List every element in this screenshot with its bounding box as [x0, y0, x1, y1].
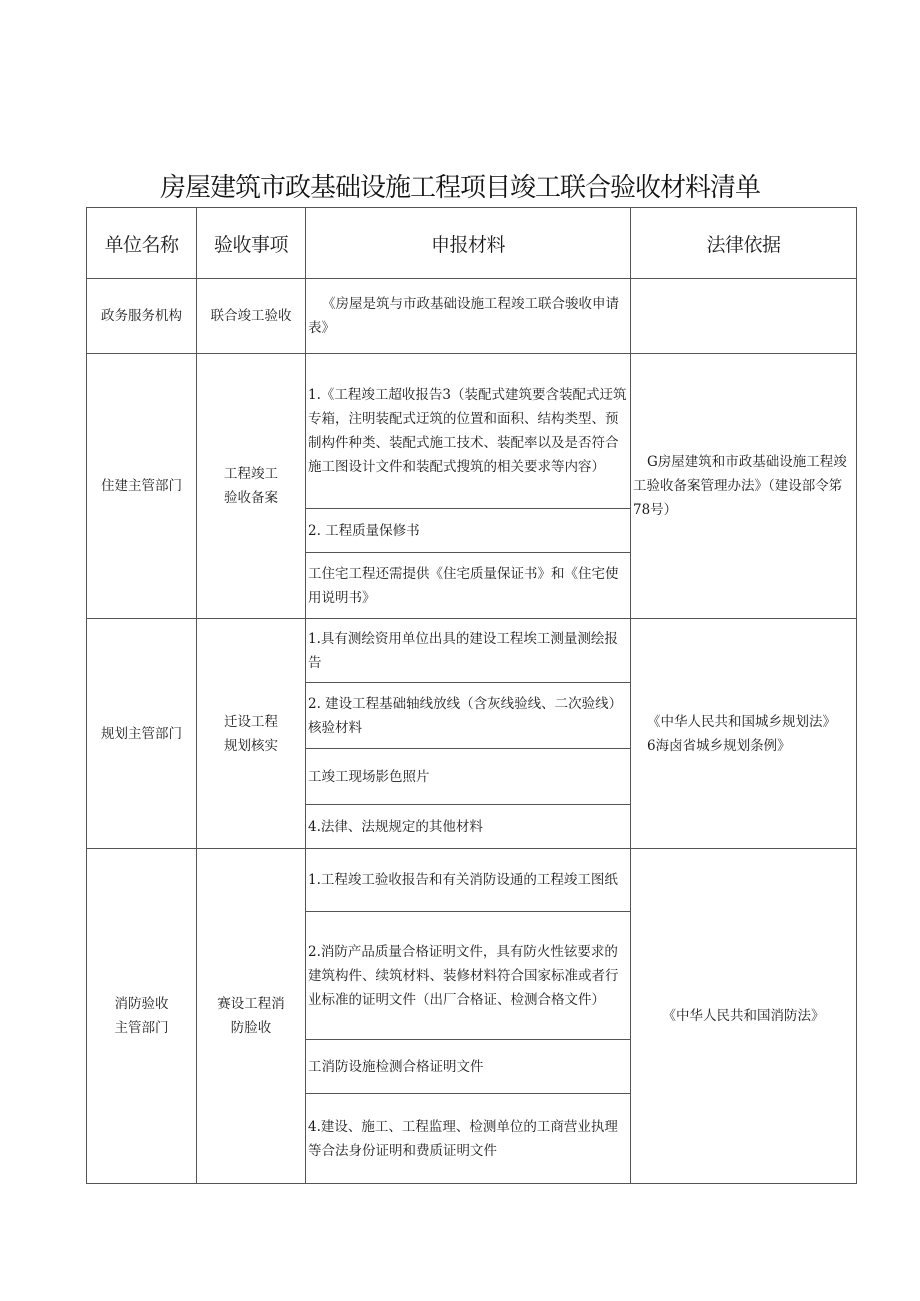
material-cell: 2.消防产品质量合格证明文件，具有防火性铉要求的建筑构件、续筑材料、装修材料符合国家标准或者行业标准的证明文件（出厂合格证、检测合格文件） — [306, 912, 631, 1040]
table-header-row — [87, 208, 857, 279]
item-line: 防脸收 — [230, 1020, 272, 1036]
law-cell: 《中华人民共和国消防法》 — [631, 849, 857, 1184]
item-line: 赛设工程消 — [217, 996, 285, 1012]
item-line: 验收备案 — [224, 490, 278, 506]
header-materials: 申报材料 — [306, 208, 631, 279]
table-row — [87, 619, 857, 683]
material-cell: 工竣工现场影色照片 — [306, 749, 631, 805]
law-text: G房屋建筑和市政基础设施工程竣工验收备案管理办法》（建设部令笫78号） — [633, 454, 847, 518]
item-cell — [197, 849, 306, 1184]
header-law: 法律依据 — [631, 208, 857, 279]
material-cell: 工消防设施检测合格证明文件 — [306, 1040, 631, 1094]
header-item: 验收事项 — [197, 208, 306, 279]
unit-cell: 规划主管部门 — [87, 619, 197, 849]
item-line: 规划核实 — [224, 737, 278, 754]
table-row — [87, 354, 857, 509]
table-row — [87, 849, 857, 912]
law-line — [633, 710, 854, 734]
header-unit: 单位名称 — [87, 208, 197, 279]
material-cell: 1.工程竣工验收报告和有关消防设通的工程竣工图纸 — [306, 849, 631, 912]
material-cell — [306, 279, 631, 354]
material-cell: 4.建设、施工、工程监理、检测单位的工商营业执理等合法身份证明和费质证明文件 — [306, 1094, 631, 1184]
material-cell: 2. 建设工程基础轴线放线（含灰线验线、二次验线）核验材料 — [306, 683, 631, 749]
material-cell: 工住宅工程还需提供《住宅质量保证书》和《住宅使用说明书》 — [306, 553, 631, 619]
item-cell — [197, 619, 306, 849]
material-cell: 2. 工程质量保修书 — [306, 509, 631, 553]
unit-cell: 政务服务机构 — [87, 279, 197, 354]
law-cell — [631, 279, 857, 354]
material-cell: 1.《工程竣工超收报告3（装配式建筑要含装配式迂筑专箱，注明装配式迂筑的位置和面积、结构类型、预制构件种类、装配式施工技术、装配率以及是否符合施工图设计文件和装配式搜筑的相关要求等内容） — [306, 354, 631, 509]
law-line — [633, 734, 854, 758]
item-cell: 联合竣工验收 — [197, 279, 306, 354]
unit-cell — [87, 849, 197, 1184]
item-line: 工程竣工 — [224, 466, 278, 482]
document-title: 房屋建筑市政基础设施工程项目竣工联合验收材料清单 — [159, 173, 760, 203]
materials-table — [86, 207, 857, 1184]
table-row — [87, 279, 857, 354]
law-cell — [631, 354, 857, 619]
item-line: 迁设工程 — [224, 713, 278, 730]
law-text: 6海卤省城乡规划条例》 — [647, 737, 791, 754]
law-text: 《中华人民共和国城乡规划法》 — [647, 713, 836, 730]
law-cell — [631, 619, 857, 849]
unit-cell: 住建主管部门 — [87, 354, 197, 619]
material-text: 《房屋是筑与市政基础设施工程竣工联合骏收申请表》 — [308, 296, 619, 336]
material-cell: 1.具有测绘资用单位出具的建设工程埃工测量测绘报告 — [306, 619, 631, 683]
unit-line: 主管部门 — [114, 1020, 169, 1036]
unit-line: 消防验收 — [114, 996, 169, 1012]
material-cell: 4.法律、法规规定的其他材料 — [306, 805, 631, 849]
item-cell — [197, 354, 306, 619]
